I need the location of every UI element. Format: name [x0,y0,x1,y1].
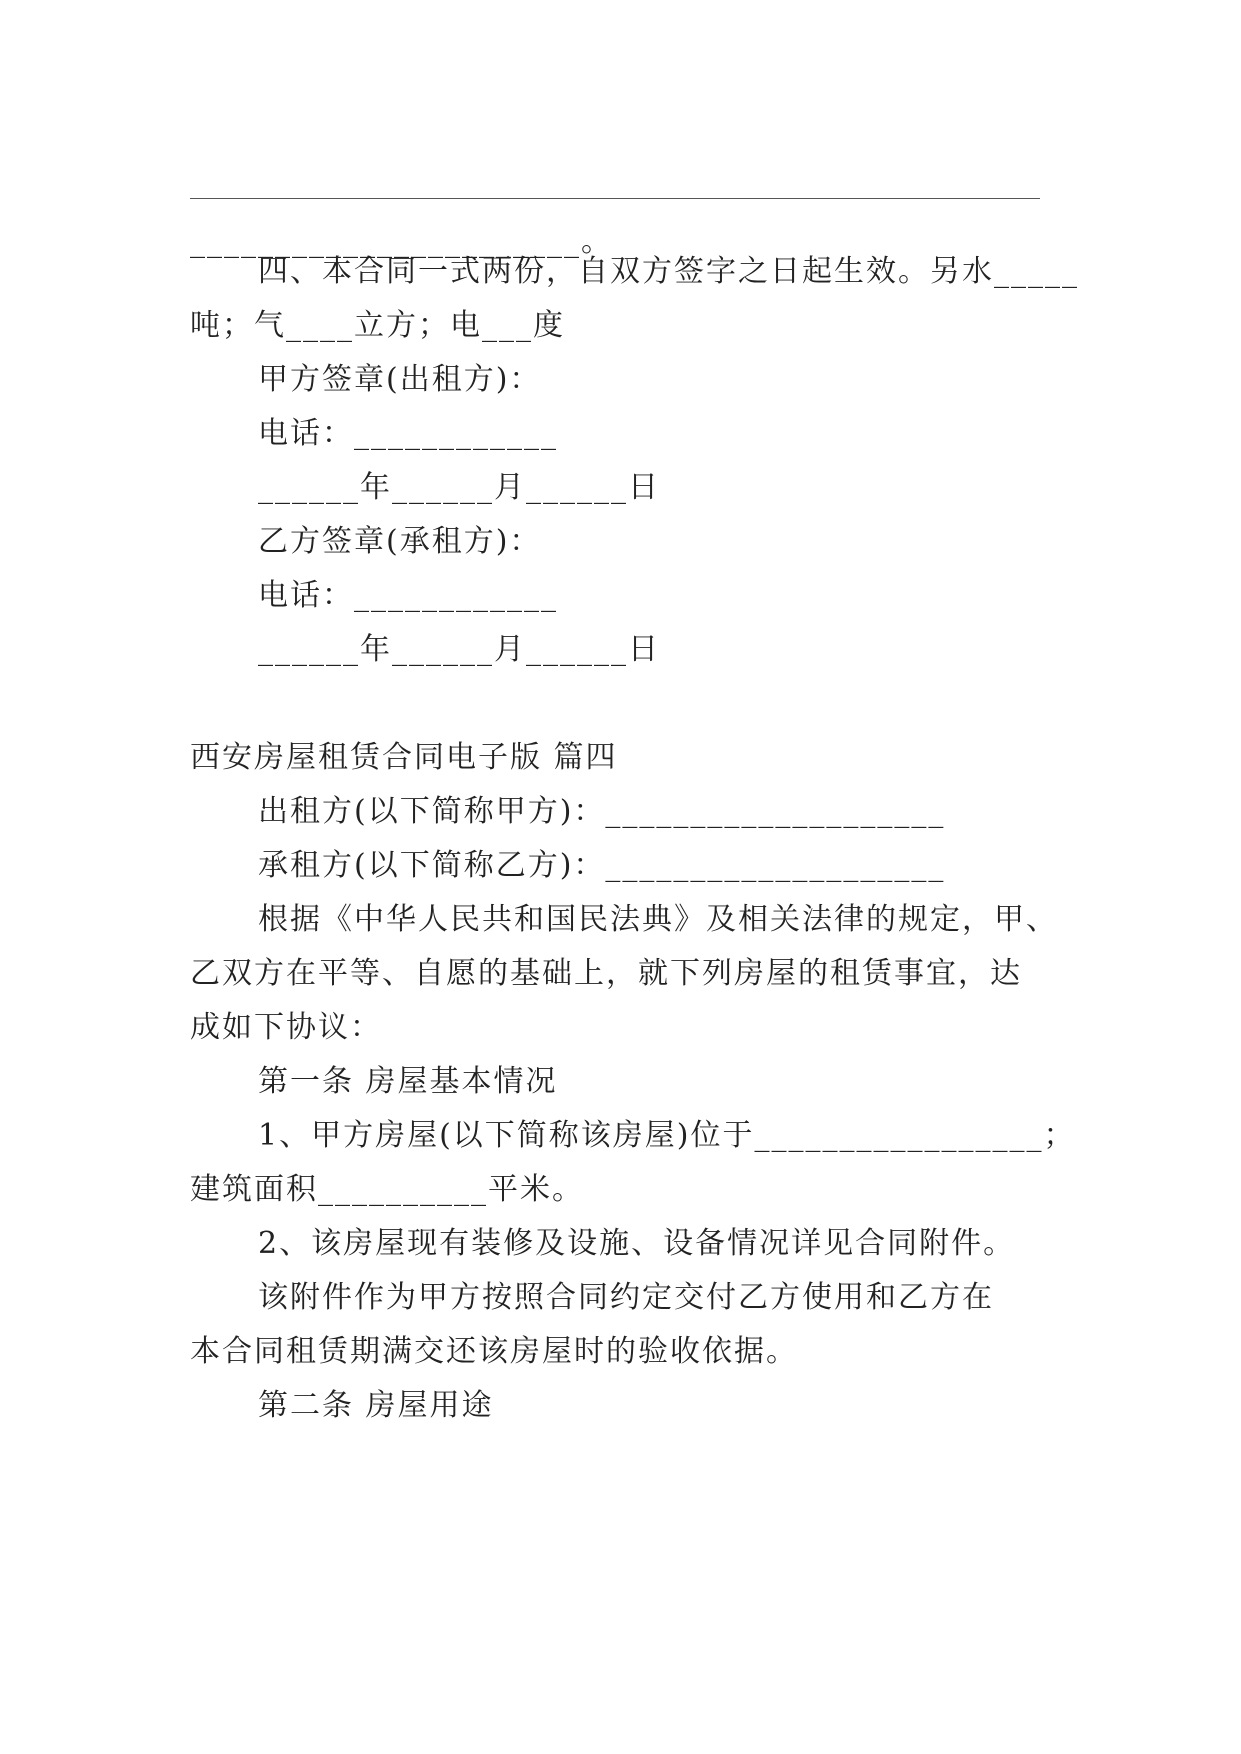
preamble-line-2: 乙双方在平等、自愿的基础上，就下列房屋的租赁事宜，达 [190,956,1022,991]
article-one-item-1: 1、甲方房屋(以下简称该房屋)位于_________________； [258,1118,1076,1153]
article-one-item-2: 2、该房屋现有装修及设施、设备情况详见合同附件。 [258,1226,1016,1261]
section-title: 西安房屋租赁合同电子版 篇四 [190,740,618,775]
preamble-line-1: 根据《中华人民共和国民法典》及相关法律的规定，甲、 [258,902,1058,937]
lessee-line: 承租方(以下简称乙方)：____________________ [258,848,946,883]
article-two-heading: 第二条 房屋用途 [258,1388,494,1423]
article-one-heading: 第一条 房屋基本情况 [258,1064,558,1099]
clause-four: 四、本合同一式两份，自双方签字之日起生效。另水_____ [258,254,1079,289]
period: 。 [581,224,613,259]
attachment-line-2: 本合同租赁期满交还该房屋时的验收依据。 [190,1334,798,1369]
party-b-date: ______年______月______日 [258,632,660,667]
preamble-line-3: 成如下协议： [190,1010,382,1045]
utilities-line: 吨；气____立方；电___度 [190,308,565,343]
lessor-line: 出租方(以下简称甲方)：____________________ [258,794,946,829]
blank-fill: _______________________ [190,224,581,259]
party-b-signature: 乙方签章(承租方)： [258,524,542,559]
party-b-phone: 电话：____________ [258,578,558,613]
article-one-area: 建筑面积__________平米。 [190,1172,584,1207]
blank-fill-line [190,198,1040,199]
attachment-line-1: 该附件作为甲方按照合同约定交付乙方使用和乙方在 [258,1280,994,1315]
party-a-phone: 电话：____________ [258,416,558,451]
party-a-date: ______年______月______日 [258,470,660,505]
party-a-signature: 甲方签章(出租方)： [258,362,542,397]
